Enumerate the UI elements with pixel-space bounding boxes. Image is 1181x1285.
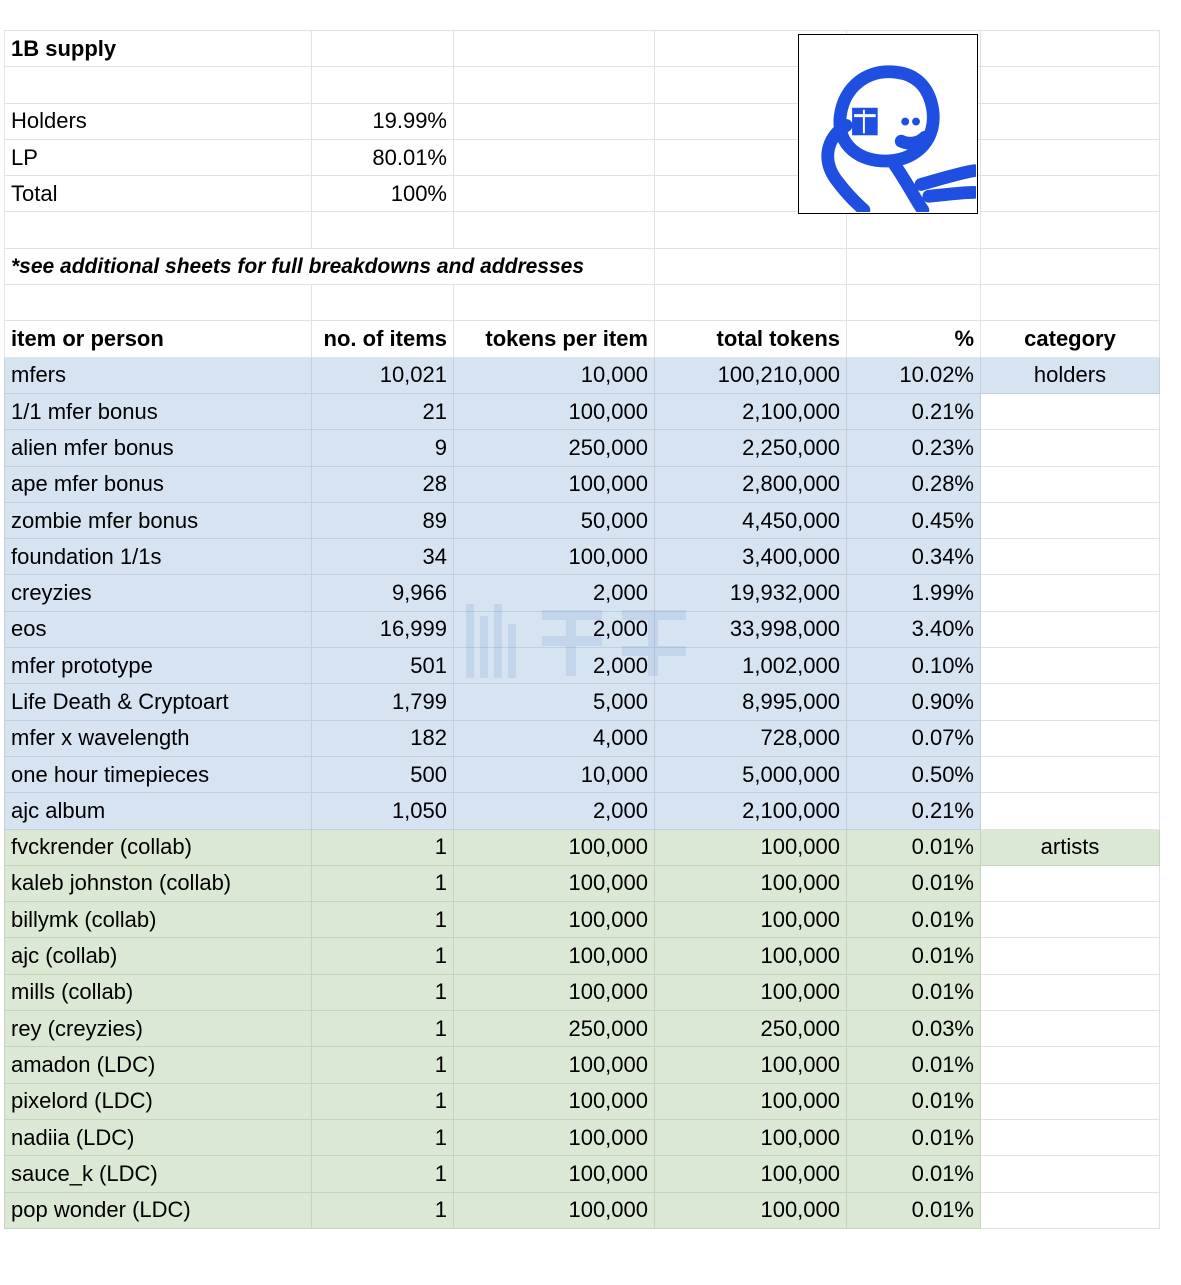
note-row [5, 248, 1160, 284]
table-row [5, 1011, 1160, 1047]
header-percent[interactable]: % [847, 321, 981, 357]
cell-category[interactable] [981, 648, 1160, 684]
cell-percent[interactable]: 0.01% [847, 1119, 981, 1155]
cell-tokens-per-item[interactable]: 100,000 [454, 1083, 655, 1119]
cell-tokens-per-item[interactable]: 2,000 [454, 575, 655, 611]
sheet-row-blank [5, 212, 1160, 248]
table-row [5, 756, 1160, 792]
header-items[interactable]: no. of items [312, 321, 454, 357]
summary-row-holders [5, 103, 1160, 139]
cell-item-name[interactable]: kaleb johnston (collab) [5, 865, 312, 901]
cell-total-tokens[interactable]: 100,000 [655, 865, 847, 901]
cell-tokens-per-item[interactable]: 250,000 [454, 430, 655, 466]
cell-category[interactable] [981, 720, 1160, 756]
table-row [5, 793, 1160, 829]
cell-total-tokens[interactable]: 3,400,000 [655, 539, 847, 575]
empty-cell[interactable] [454, 212, 655, 248]
empty-cell[interactable] [312, 285, 454, 321]
cell-category[interactable] [981, 684, 1160, 720]
header-per-item[interactable]: tokens per item [454, 321, 655, 357]
cell-category[interactable] [981, 1011, 1160, 1047]
empty-cell[interactable] [655, 212, 847, 248]
cell-item-name[interactable]: mills (collab) [5, 974, 312, 1010]
cell-category[interactable]: artists [981, 829, 1160, 865]
cell-item-name[interactable]: pop wonder (LDC) [5, 1192, 312, 1228]
cell-category[interactable] [981, 1192, 1160, 1228]
cell-item-name[interactable]: eos [5, 611, 312, 647]
watermark-logo [462, 596, 702, 691]
cell-tokens-per-item[interactable]: 100,000 [454, 938, 655, 974]
cell-percent[interactable]: 0.10% [847, 648, 981, 684]
empty-cell[interactable] [5, 212, 312, 248]
cell-category[interactable] [981, 539, 1160, 575]
empty-cell[interactable] [847, 285, 981, 321]
cell-no-of-items[interactable]: 501 [312, 648, 454, 684]
empty-cell[interactable] [981, 248, 1160, 284]
cell-total-tokens[interactable]: 100,000 [655, 1047, 847, 1083]
cell-item-name[interactable]: zombie mfer bonus [5, 502, 312, 538]
cell-total-tokens[interactable]: 100,210,000 [655, 357, 847, 393]
empty-cell[interactable] [454, 67, 655, 103]
cell-category[interactable] [981, 756, 1160, 792]
empty-cell[interactable] [847, 248, 981, 284]
cell-tokens-per-item[interactable]: 5,000 [454, 684, 655, 720]
cell-tokens-per-item[interactable]: 100,000 [454, 865, 655, 901]
cell-no-of-items[interactable]: 10,021 [312, 357, 454, 393]
cell-item-name[interactable]: ajc album [5, 793, 312, 829]
cell-total-tokens[interactable]: 100,000 [655, 1192, 847, 1228]
table-row [5, 393, 1160, 429]
table-row [5, 1119, 1160, 1155]
table-row [5, 865, 1160, 901]
cell-percent[interactable]: 0.28% [847, 466, 981, 502]
summary-value[interactable]: 19.99% [312, 103, 454, 139]
table-row [5, 357, 1160, 393]
cell-category[interactable] [981, 1156, 1160, 1192]
empty-cell[interactable] [454, 285, 655, 321]
cell-item-name[interactable]: sauce_k (LDC) [5, 1156, 312, 1192]
mfer-drawing [799, 35, 976, 212]
cell-percent[interactable]: 0.90% [847, 684, 981, 720]
empty-cell[interactable] [981, 31, 1160, 67]
empty-cell[interactable] [981, 67, 1160, 103]
cell-percent[interactable]: 0.45% [847, 502, 981, 538]
table-row [5, 902, 1160, 938]
header-total[interactable]: total tokens [655, 321, 847, 357]
summary-row-lp [5, 139, 1160, 175]
cell-total-tokens[interactable]: 100,000 [655, 1119, 847, 1155]
cell-tokens-per-item[interactable]: 100,000 [454, 829, 655, 865]
cell-percent[interactable]: 3.40% [847, 611, 981, 647]
cell-tokens-per-item[interactable]: 100,000 [454, 393, 655, 429]
cell-item-name[interactable]: amadon (LDC) [5, 1047, 312, 1083]
summary-label[interactable]: LP [5, 139, 312, 175]
table-row [5, 466, 1160, 502]
empty-cell[interactable] [454, 139, 655, 175]
cell-tokens-per-item[interactable]: 100,000 [454, 902, 655, 938]
cell-category[interactable] [981, 393, 1160, 429]
cell-category[interactable] [981, 502, 1160, 538]
supply-label[interactable]: 1B supply [5, 31, 312, 67]
cell-total-tokens[interactable]: 19,932,000 [655, 575, 847, 611]
cell-percent[interactable]: 0.01% [847, 902, 981, 938]
empty-cell[interactable] [454, 176, 655, 212]
cell-category[interactable] [981, 1047, 1160, 1083]
cell-no-of-items[interactable]: 1 [312, 829, 454, 865]
cell-tokens-per-item[interactable]: 10,000 [454, 756, 655, 792]
cell-item-name[interactable]: pixelord (LDC) [5, 1083, 312, 1119]
cell-percent[interactable]: 0.01% [847, 1047, 981, 1083]
cell-category[interactable] [981, 466, 1160, 502]
cell-percent[interactable]: 0.01% [847, 974, 981, 1010]
cell-item-name[interactable]: ape mfer bonus [5, 466, 312, 502]
cell-tokens-per-item[interactable]: 250,000 [454, 1011, 655, 1047]
cell-percent[interactable]: 0.07% [847, 720, 981, 756]
summary-row-total [5, 176, 1160, 212]
mfer-stick-figure-icon [798, 34, 978, 214]
header-category[interactable]: category [981, 321, 1160, 357]
cell-total-tokens[interactable]: 2,100,000 [655, 793, 847, 829]
cell-no-of-items[interactable]: 1 [312, 938, 454, 974]
cell-item-name[interactable]: billymk (collab) [5, 902, 312, 938]
table-row [5, 829, 1160, 865]
cell-no-of-items[interactable]: 9,966 [312, 575, 454, 611]
summary-label[interactable]: Total [5, 176, 312, 212]
cell-tokens-per-item[interactable]: 2,000 [454, 648, 655, 684]
cell-tokens-per-item[interactable]: 2,000 [454, 611, 655, 647]
cell-category[interactable] [981, 938, 1160, 974]
cell-no-of-items[interactable]: 34 [312, 539, 454, 575]
empty-cell[interactable] [454, 103, 655, 139]
cell-item-name[interactable]: Life Death & Cryptoart [5, 684, 312, 720]
cell-tokens-per-item[interactable]: 100,000 [454, 539, 655, 575]
cell-percent[interactable]: 0.01% [847, 1083, 981, 1119]
cell-percent[interactable]: 0.01% [847, 938, 981, 974]
header-row [5, 321, 1160, 357]
cell-percent[interactable]: 0.21% [847, 393, 981, 429]
empty-cell[interactable] [981, 103, 1160, 139]
cell-no-of-items[interactable]: 1,799 [312, 684, 454, 720]
cell-percent[interactable]: 0.01% [847, 865, 981, 901]
cell-item-name[interactable]: fvckrender (collab) [5, 829, 312, 865]
cell-no-of-items[interactable]: 21 [312, 393, 454, 429]
cell-no-of-items[interactable]: 1 [312, 902, 454, 938]
empty-cell[interactable] [655, 285, 847, 321]
empty-cell[interactable] [312, 31, 454, 67]
summary-value[interactable]: 80.01% [312, 139, 454, 175]
cell-percent[interactable]: 10.02% [847, 357, 981, 393]
cell-total-tokens[interactable]: 4,450,000 [655, 502, 847, 538]
cell-tokens-per-item[interactable]: 10,000 [454, 357, 655, 393]
cell-item-name[interactable]: nadiia (LDC) [5, 1119, 312, 1155]
sheet-row-supply [5, 31, 1160, 67]
cell-category[interactable] [981, 1083, 1160, 1119]
table-row [5, 1083, 1160, 1119]
sheet-row-blank [5, 67, 1160, 103]
cell-total-tokens[interactable]: 100,000 [655, 902, 847, 938]
cell-item-name[interactable]: one hour timepieces [5, 756, 312, 792]
summary-label[interactable]: Holders [5, 103, 312, 139]
cell-percent[interactable]: 0.01% [847, 829, 981, 865]
table-row [5, 974, 1160, 1010]
cell-percent[interactable]: 0.21% [847, 793, 981, 829]
header-item[interactable]: item or person [5, 321, 312, 357]
cell-item-name[interactable]: 1/1 mfer bonus [5, 393, 312, 429]
cell-total-tokens[interactable]: 5,000,000 [655, 756, 847, 792]
empty-cell[interactable] [5, 67, 312, 103]
cell-no-of-items[interactable]: 1,050 [312, 793, 454, 829]
cell-no-of-items[interactable]: 1 [312, 1192, 454, 1228]
empty-cell[interactable] [981, 285, 1160, 321]
cell-item-name[interactable]: mfer x wavelength [5, 720, 312, 756]
table-row [5, 502, 1160, 538]
cell-total-tokens[interactable]: 728,000 [655, 720, 847, 756]
table-row [5, 1192, 1160, 1228]
cell-category[interactable] [981, 902, 1160, 938]
cell-percent[interactable]: 0.23% [847, 430, 981, 466]
cell-tokens-per-item[interactable]: 100,000 [454, 466, 655, 502]
empty-cell[interactable] [847, 212, 981, 248]
table-row [5, 430, 1160, 466]
empty-cell[interactable] [981, 176, 1160, 212]
cell-category[interactable]: holders [981, 357, 1160, 393]
empty-cell[interactable] [454, 31, 655, 67]
cell-no-of-items[interactable]: 1 [312, 974, 454, 1010]
cell-item-name[interactable]: alien mfer bonus [5, 430, 312, 466]
cell-no-of-items[interactable]: 1 [312, 1083, 454, 1119]
empty-cell[interactable] [981, 212, 1160, 248]
cell-category[interactable] [981, 430, 1160, 466]
cell-total-tokens[interactable]: 2,250,000 [655, 430, 847, 466]
table-row [5, 1047, 1160, 1083]
cell-percent[interactable]: 0.01% [847, 1156, 981, 1192]
cell-total-tokens[interactable]: 100,000 [655, 938, 847, 974]
table-row [5, 938, 1160, 974]
cell-total-tokens[interactable]: 33,998,000 [655, 611, 847, 647]
cell-percent[interactable]: 0.34% [847, 539, 981, 575]
cell-item-name[interactable]: creyzies [5, 575, 312, 611]
table-row [5, 539, 1160, 575]
cell-no-of-items[interactable]: 500 [312, 756, 454, 792]
cell-tokens-per-item[interactable]: 100,000 [454, 1047, 655, 1083]
cell-percent[interactable]: 0.03% [847, 1011, 981, 1047]
cell-tokens-per-item[interactable]: 50,000 [454, 502, 655, 538]
cell-total-tokens[interactable]: 8,995,000 [655, 684, 847, 720]
cell-item-name[interactable]: mfers [5, 357, 312, 393]
cell-no-of-items[interactable]: 16,999 [312, 611, 454, 647]
cell-percent[interactable]: 0.50% [847, 756, 981, 792]
cell-percent[interactable]: 0.01% [847, 1192, 981, 1228]
cell-item-name[interactable]: ajc (collab) [5, 938, 312, 974]
cell-tokens-per-item[interactable]: 4,000 [454, 720, 655, 756]
empty-cell[interactable] [5, 285, 312, 321]
cell-item-name[interactable]: mfer prototype [5, 648, 312, 684]
cell-tokens-per-item[interactable]: 100,000 [454, 1192, 655, 1228]
sheet-row-blank [5, 285, 1160, 321]
cell-category[interactable] [981, 793, 1160, 829]
cell-category[interactable] [981, 974, 1160, 1010]
note-cell[interactable]: *see additional sheets for full breakdowns and addresses [5, 248, 655, 284]
cell-percent[interactable]: 1.99% [847, 575, 981, 611]
cell-total-tokens[interactable]: 100,000 [655, 1083, 847, 1119]
table-row [5, 720, 1160, 756]
cell-tokens-per-item[interactable]: 100,000 [454, 974, 655, 1010]
empty-cell[interactable] [312, 212, 454, 248]
cell-total-tokens[interactable]: 2,800,000 [655, 466, 847, 502]
cell-category[interactable] [981, 611, 1160, 647]
cell-total-tokens[interactable]: 100,000 [655, 1156, 847, 1192]
empty-cell[interactable] [655, 248, 847, 284]
cell-no-of-items[interactable]: 1 [312, 1047, 454, 1083]
cell-no-of-items[interactable]: 1 [312, 1156, 454, 1192]
cell-no-of-items[interactable]: 89 [312, 502, 454, 538]
cell-no-of-items[interactable]: 182 [312, 720, 454, 756]
cell-total-tokens[interactable]: 100,000 [655, 829, 847, 865]
table-row [5, 1156, 1160, 1192]
cell-no-of-items[interactable]: 1 [312, 1011, 454, 1047]
cell-no-of-items[interactable]: 1 [312, 1119, 454, 1155]
cell-no-of-items[interactable]: 28 [312, 466, 454, 502]
empty-cell[interactable] [312, 67, 454, 103]
cell-no-of-items[interactable]: 1 [312, 865, 454, 901]
cell-tokens-per-item[interactable]: 100,000 [454, 1119, 655, 1155]
cell-total-tokens[interactable]: 2,100,000 [655, 393, 847, 429]
cell-tokens-per-item[interactable]: 100,000 [454, 1156, 655, 1192]
cell-category[interactable] [981, 865, 1160, 901]
cell-category[interactable] [981, 575, 1160, 611]
cell-total-tokens[interactable]: 1,002,000 [655, 648, 847, 684]
cell-item-name[interactable]: rey (creyzies) [5, 1011, 312, 1047]
cell-total-tokens[interactable]: 250,000 [655, 1011, 847, 1047]
empty-cell[interactable] [981, 139, 1160, 175]
cell-category[interactable] [981, 1119, 1160, 1155]
cell-no-of-items[interactable]: 9 [312, 430, 454, 466]
cell-tokens-per-item[interactable]: 2,000 [454, 793, 655, 829]
cell-item-name[interactable]: foundation 1/1s [5, 539, 312, 575]
cell-total-tokens[interactable]: 100,000 [655, 974, 847, 1010]
watermark-mark [462, 596, 702, 686]
summary-value[interactable]: 100% [312, 176, 454, 212]
